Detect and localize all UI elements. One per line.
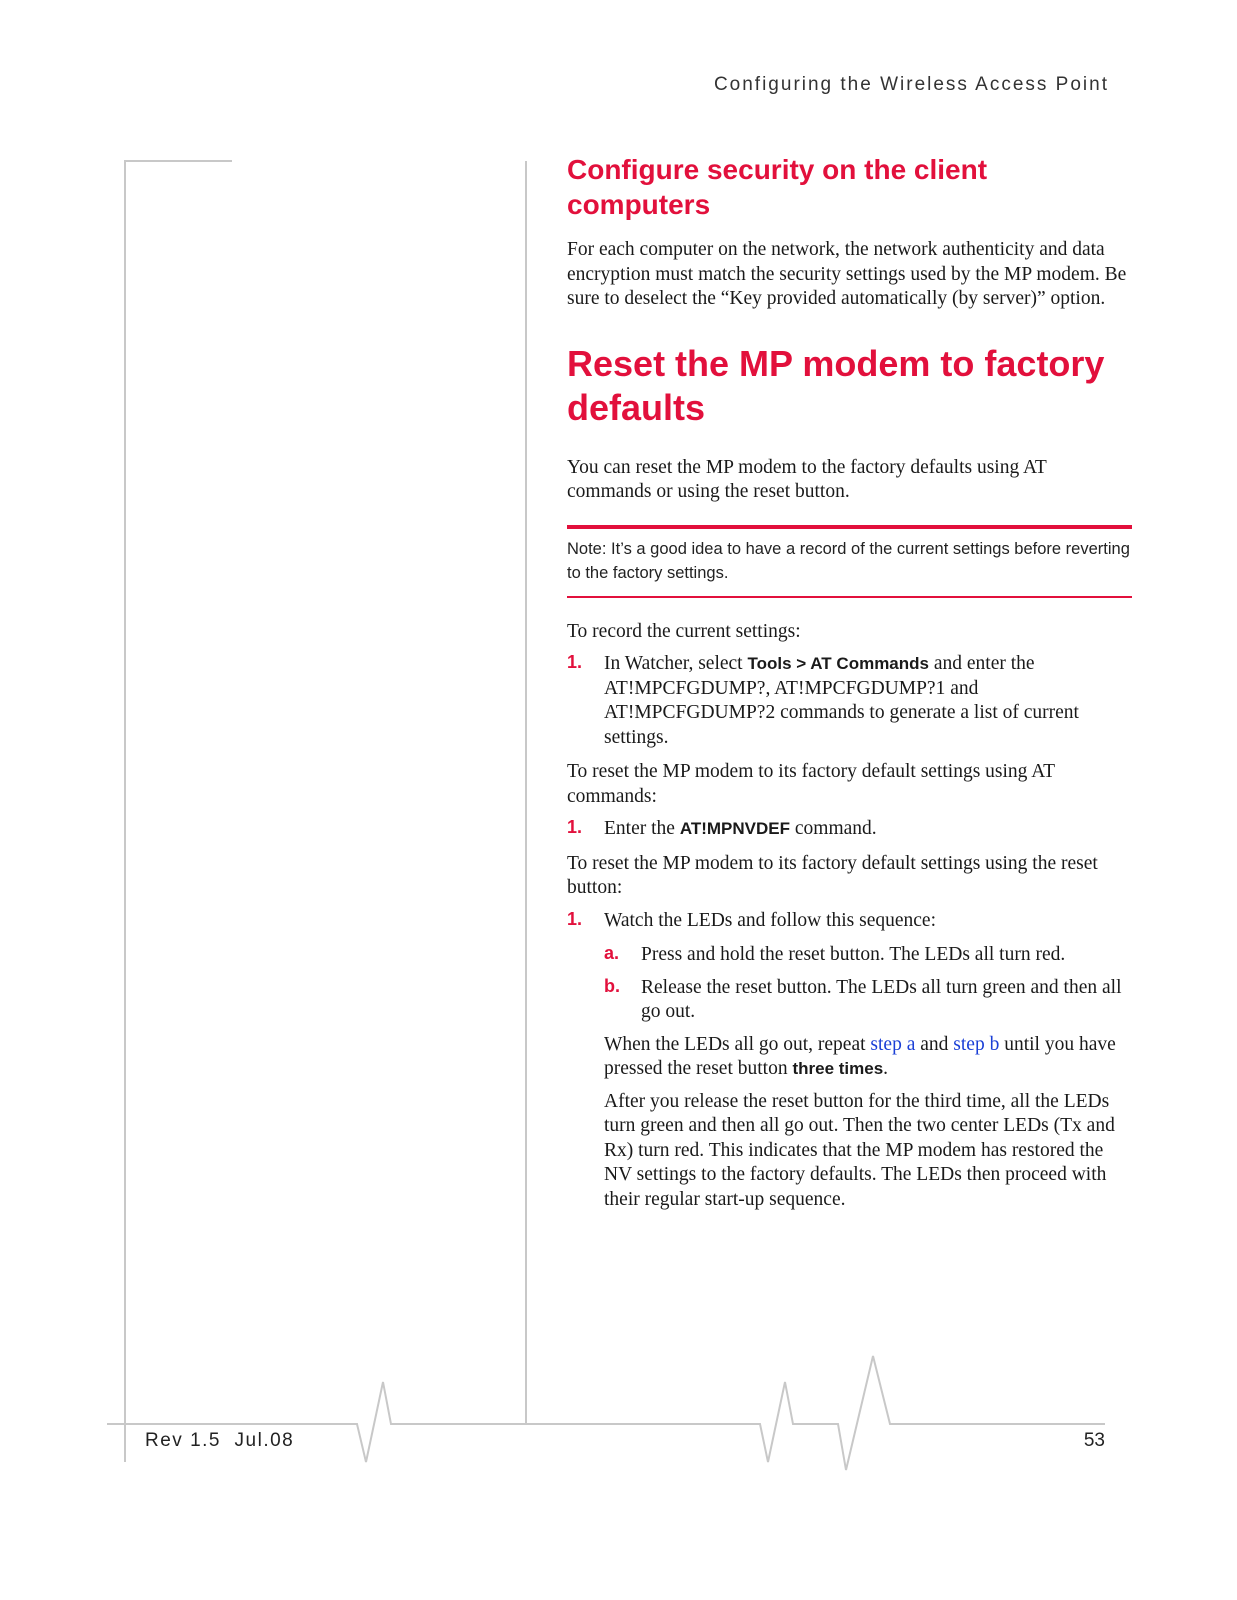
subsection-body: For each computer on the network, the network authenticity and data encryption must match the security settings used by the MP modem. Be sure to deselect the “Key provided automatically (by server)” option. [567,239,1127,309]
emphasis-three-times: three times [792,1059,884,1078]
substep-b-text: Release the reset button. The LEDs all turn green and then all go out. [641,976,1122,1022]
main-column [567,152,1132,1220]
substep-letter: b. [604,975,620,996]
left-margin-bracket [125,161,232,1462]
note-text: It’s a good idea to have a record of the current settings before reverting to the factory settings. [567,539,1130,582]
repeat-text-mid: and [915,1033,954,1055]
repeat-text-pre: When the LEDs all go out, repeat [604,1033,871,1055]
footer-revision: Rev 1.5 Jul.08 [145,1430,295,1451]
step-text-post: command. [790,818,877,839]
command-reference: AT!MPNVDEF [679,819,790,838]
repeat-instruction [604,1033,1132,1082]
section-intro: You can reset the MP modem to the factory defaults using AT commands or using the reset button. [567,456,1047,502]
subsection-heading: Configure security on the client computers [567,154,988,220]
reset-button-step [567,909,1132,934]
note-box [567,525,1132,598]
step-number: 1. [567,817,583,837]
step-a-link[interactable]: step a [870,1033,916,1055]
reset-at-step-text [604,817,1132,842]
record-step-text [604,652,1132,750]
step-number: 1. [567,908,583,929]
record-step [567,652,1132,750]
step-number: 1. [567,652,583,672]
after-release-paragraph: After you release the reset button for the third time, all the LEDs turn green and then all go out. Then the two center LEDs (Tx and Rx) turn red. This indicates that the MP modem has restored the NV settings to the factory defaults. The LEDs then proceed with their regular start-up sequence. [604,1090,1115,1210]
reset-button-step-text: Watch the LEDs and follow this sequence: [604,909,937,931]
reset-at-step [567,817,1132,842]
reset-at-lead: To reset the MP modem to its factory default settings using AT commands: [567,761,1055,807]
note-label: Note: [567,539,607,558]
repeat-text-post: until you have pressed the reset button [604,1033,1116,1079]
substep-b [604,976,1132,1025]
ui-reference: Tools > AT Commands [747,654,929,673]
substep-letter: a. [604,943,620,963]
step-text-pre: In Watcher, select [604,653,748,674]
substep-a [604,943,1132,968]
footer-pulse-line [107,1356,1105,1470]
section-heading: Reset the MP modem to factory defaults [567,342,1105,428]
substep-a-text: Press and hold the reset button. The LEDs all turn red. [641,944,1066,965]
repeat-text-end: . [883,1058,889,1079]
reset-button-lead: To reset the MP modem to its factory default settings using the reset button: [567,852,1098,898]
step-b-link[interactable]: step b [953,1033,1000,1055]
step-text-pre: Enter the [604,818,680,839]
record-lead: To record the current settings: [567,620,801,642]
page-number: 53 [1083,1430,1105,1451]
step-text-post: and enter the AT!MPCFGDUMP?, AT!MPCFGDUMP?1 and AT!MPCFGDUMP?2 commands to generate a list of current settings. [604,653,1079,748]
running-header: Configuring the Wireless Access Point [713,74,1109,95]
